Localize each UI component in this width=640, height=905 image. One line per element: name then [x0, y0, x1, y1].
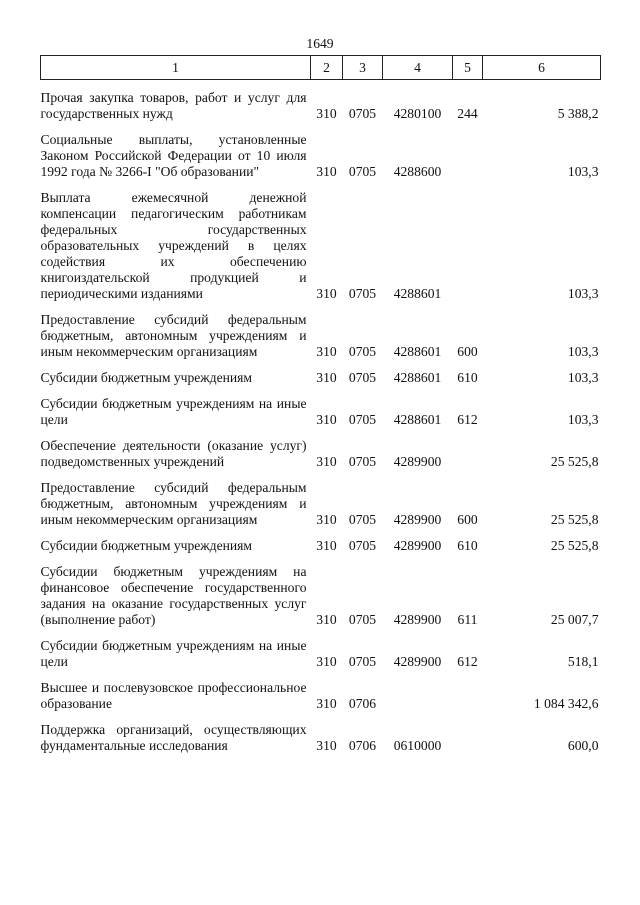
row-code-3: 0706: [348, 696, 377, 711]
row-name-text: Субсидии бюджетным учреждениям на финансовое обеспечение государственного задания на оказание государственных услуг (выполнение работ): [40, 564, 307, 627]
row-code-3: 0705: [348, 612, 377, 627]
row-name: [41, 670, 311, 712]
column-header-1: 1: [41, 56, 311, 80]
row-code-2: 310: [316, 344, 337, 359]
row-code-5: 612: [457, 654, 478, 669]
table-body: [41, 80, 601, 755]
table-row: [41, 670, 601, 712]
row-code-2: 310: [316, 370, 337, 385]
row-code-5: [453, 670, 483, 712]
table-row: [41, 554, 601, 628]
row-code-3: 0705: [348, 344, 377, 359]
table-row: [41, 628, 601, 670]
row-amount: 25 525,8: [550, 538, 599, 553]
row-name-text: Предоставление субсидий федеральным бюджетным, автономным учреждениям и иным некоммерческим организациям: [40, 312, 307, 359]
table-row: [41, 180, 601, 302]
row-name-text: Субсидии бюджетным учреждениям: [40, 370, 253, 385]
row-name: [41, 360, 311, 386]
row-code-5: 600: [457, 344, 478, 359]
row-code-3: 0705: [348, 412, 377, 427]
table-row: [41, 712, 601, 754]
row-code-4: 0610000: [393, 738, 442, 753]
row-code-5: [453, 180, 483, 302]
table-row: [41, 302, 601, 360]
row-name-text: Высшее и послевузовское профессиональное образование: [40, 680, 307, 711]
row-name: [41, 712, 311, 754]
table-row: [41, 528, 601, 554]
row-amount: 103,3: [567, 286, 599, 301]
row-code-3: 0706: [348, 738, 377, 753]
row-name-text: Поддержка организаций, осуществляющих фундаментальные исследования: [40, 722, 307, 753]
row-code-4: 4288601: [393, 286, 442, 301]
row-code-3: 0705: [348, 286, 377, 301]
row-code-2: 310: [316, 512, 337, 527]
row-code-2: 310: [316, 454, 337, 469]
row-amount: 1 084 342,6: [533, 696, 599, 711]
row-code-3: 0705: [348, 538, 377, 553]
row-code-5: 612: [457, 412, 478, 427]
row-code-4: 4288601: [393, 412, 442, 427]
row-amount: 103,3: [567, 344, 599, 359]
column-header-3: 3: [343, 56, 383, 80]
row-name-text: Предоставление субсидий федеральным бюджетным, автономным учреждениям и иным некоммерческим организациям: [40, 480, 307, 527]
row-code-3: 0705: [348, 164, 377, 179]
row-name: [41, 428, 311, 470]
row-code-4: 4289900: [393, 612, 442, 627]
row-code-3: 0705: [348, 370, 377, 385]
row-code-4: 4289900: [393, 454, 442, 469]
table-row: [41, 360, 601, 386]
column-header-5: 5: [453, 56, 483, 80]
row-name: [41, 528, 311, 554]
row-code-3: 0705: [348, 654, 377, 669]
row-code-3: 0705: [348, 106, 377, 121]
row-code-3: 0705: [348, 512, 377, 527]
row-code-4: 4289900: [393, 654, 442, 669]
row-code-4: 4288601: [393, 370, 442, 385]
row-name: [41, 180, 311, 302]
row-amount: 5 388,2: [557, 106, 599, 121]
row-code-5: [453, 428, 483, 470]
row-code-4: 4289900: [393, 512, 442, 527]
row-code-2: 310: [316, 696, 337, 711]
row-code-5: 610: [457, 538, 478, 553]
row-name-text: Прочая закупка товаров, работ и услуг для государственных нужд: [40, 90, 307, 121]
row-name: [41, 554, 311, 628]
row-code-2: 310: [316, 738, 337, 753]
column-header-2: 2: [311, 56, 343, 80]
row-name: [41, 628, 311, 670]
budget-table: [40, 55, 601, 754]
row-name-text: Обеспечение деятельности (оказание услуг) подведомственных учреждений: [40, 438, 307, 469]
row-code-4: 4289900: [393, 538, 442, 553]
table-row: [41, 428, 601, 470]
row-amount: 103,3: [567, 412, 599, 427]
budget-table-container: [40, 55, 600, 754]
table-row: [41, 122, 601, 180]
row-name-text: Субсидии бюджетным учреждениям на иные цели: [40, 638, 307, 669]
column-header-6: 6: [483, 56, 601, 80]
row-code-2: 310: [316, 612, 337, 627]
row-name-text: Субсидии бюджетным учреждениям: [40, 538, 253, 553]
row-code-5: 600: [457, 512, 478, 527]
row-amount: 25 525,8: [550, 512, 599, 527]
column-header-4: 4: [383, 56, 453, 80]
row-code-4: 4288601: [393, 344, 442, 359]
row-name-text: Субсидии бюджетным учреждениям на иные цели: [40, 396, 307, 427]
row-code-5: 244: [457, 106, 478, 121]
row-name: [41, 80, 311, 123]
table-row: [41, 470, 601, 528]
table-row: [41, 386, 601, 428]
row-amount: 600,0: [567, 738, 599, 753]
row-code-5: [453, 712, 483, 754]
row-code-2: 310: [316, 412, 337, 427]
row-amount: 25 525,8: [550, 454, 599, 469]
row-code-5: [453, 122, 483, 180]
row-code-2: 310: [316, 106, 337, 121]
row-name: [41, 302, 311, 360]
row-name: [41, 386, 311, 428]
row-amount: 25 007,7: [550, 612, 599, 627]
row-code-2: 310: [316, 286, 337, 301]
table-header: [41, 56, 601, 80]
row-name-text: Выплата ежемесячной денежной компенсации педагогическим работникам федеральных государственных образовательных учреждений в целях содействия их обеспечению книгоиздательской продукцией и периодическими изданиями: [40, 190, 307, 301]
row-name-text: Социальные выплаты, установленные Законом Российской Федерации от 10 июля 1992 года № 3266-I "Об образовании": [40, 132, 307, 179]
row-code-4: 4288600: [393, 164, 442, 179]
row-code-2: 310: [316, 538, 337, 553]
page-number: 1649: [306, 36, 334, 51]
row-code-4: 4280100: [393, 106, 442, 121]
row-code-5: 610: [457, 370, 478, 385]
row-amount: 103,3: [567, 370, 599, 385]
row-code-2: 310: [316, 164, 337, 179]
row-code-2: 310: [316, 654, 337, 669]
row-code-4: [383, 670, 453, 712]
row-name: [41, 470, 311, 528]
row-amount: 518,1: [567, 654, 599, 669]
row-name: [41, 122, 311, 180]
row-amount: 103,3: [567, 164, 599, 179]
row-code-3: 0705: [348, 454, 377, 469]
table-row: [41, 80, 601, 123]
row-code-5: 611: [457, 612, 478, 627]
